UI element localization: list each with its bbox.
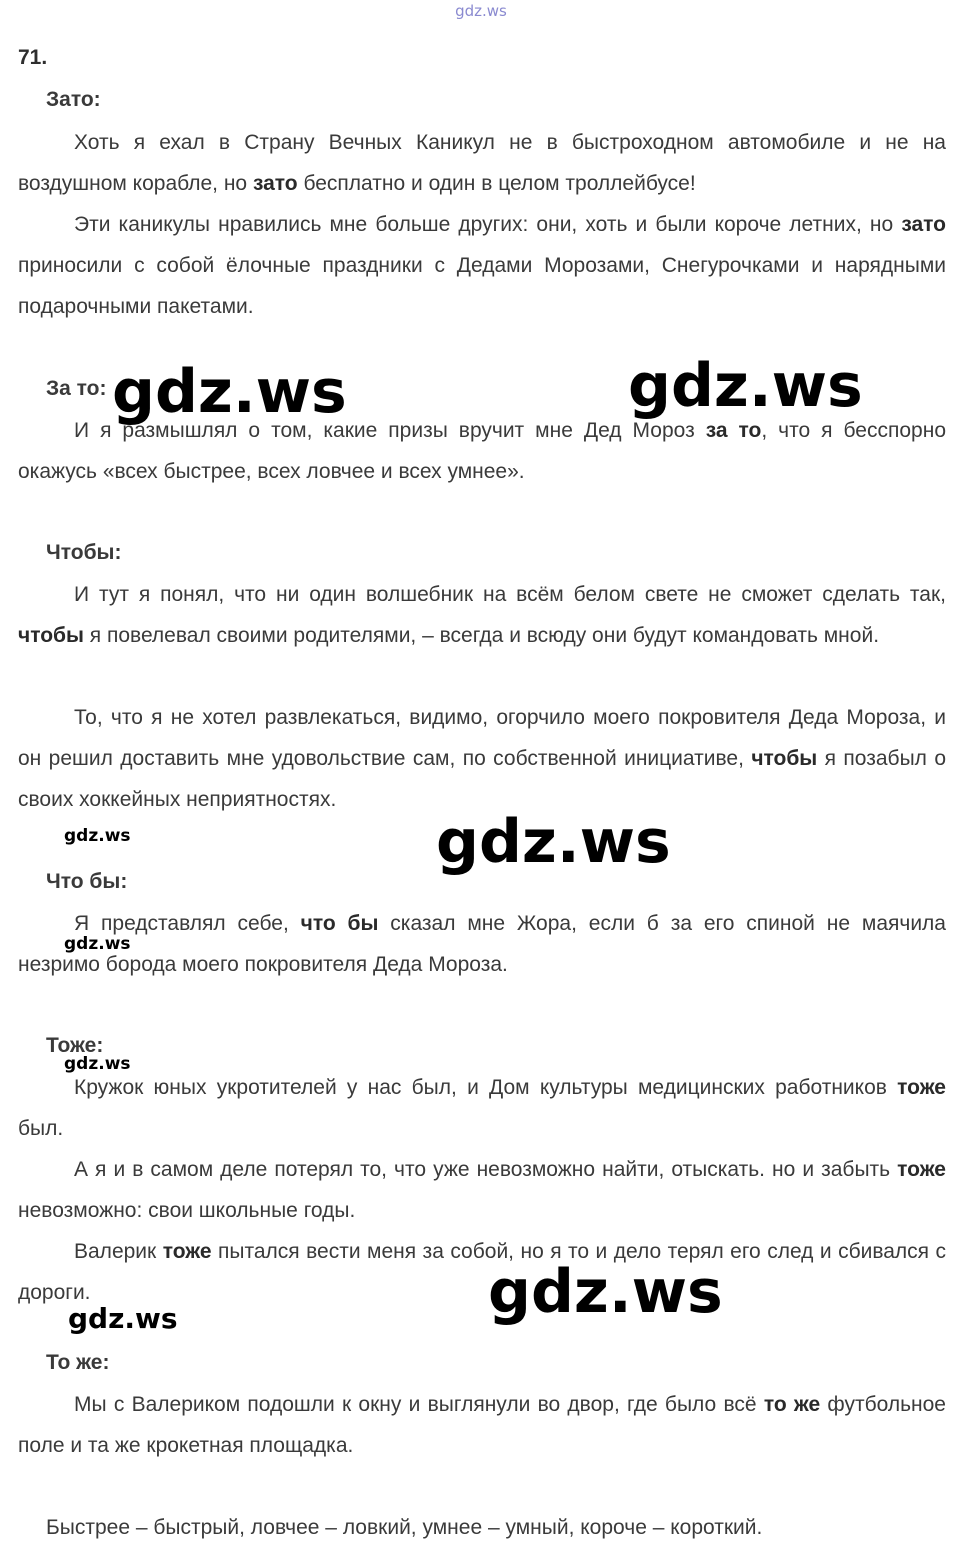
- paragraph-chtoby-2: То, что я не хотел развлекаться, видимо, огорчило моего покровителя Деда Мороза, и он решил доставить мне удовольствие сам, по собственной инициативе, чтобы я позабыл о своих хоккейных неприятностях.: [18, 706, 946, 811]
- heading-to-zhe: То же:: [46, 1351, 110, 1374]
- watermark-small-3: gdz.ws: [64, 1054, 131, 1074]
- paragraph-to-zhe-1: Мы с Валериком подошли к окну и выглянули во двор, где было всё то же футбольное поле и та же крокетная площадка.: [18, 1393, 946, 1457]
- watermark-large-2: gdz.ws: [628, 351, 863, 421]
- heading-tozhe: Тоже:: [46, 1034, 104, 1057]
- task-number: 71.: [18, 46, 48, 69]
- footer-line: Быстрее – быстрый, ловчее – ловкий, умнее – умный, короче – короткий.: [46, 1516, 763, 1539]
- heading-za-to: За то:: [46, 377, 107, 400]
- paragraph-chto-by-1: Я представлял себе, что бы сказал мне Жора, если б за его спиной не маячила незримо борода моего покровителя Деда Мороза.: [18, 912, 946, 976]
- watermark-top: gdz.ws: [455, 2, 507, 20]
- watermark-large-1: gdz.ws: [112, 357, 347, 427]
- heading-chtoby: Чтобы:: [46, 541, 122, 564]
- watermark-large-4: gdz.ws: [488, 1257, 723, 1327]
- watermark-small-2: gdz.ws: [64, 934, 131, 954]
- paragraph-tozhe-2: А я и в самом деле потерял то, что уже невозможно найти, отыскать. но и забыть тоже невозможно: свои школьные годы.: [18, 1158, 946, 1222]
- watermark-large-3: gdz.ws: [436, 807, 671, 877]
- paragraph-tozhe-3: Валерик тоже пытался вести меня за собой, но я то и дело терял его след и сбивался с дороги.: [18, 1240, 947, 1304]
- paragraph-chtoby-1: И тут я понял, что ни один волшебник на всём белом свете не сможет сделать так, чтобы я повелевал своими родителями, – всегда и всюду они будут командовать мной.: [18, 583, 946, 647]
- heading-chto-by: Что бы:: [46, 870, 128, 893]
- paragraph-zato-1: Хоть я ехал в Страну Вечных Каникул не в быстроходном автомобиле и не на воздушном корабле, но зато бесплатно и один в целом троллейбусе!: [18, 131, 946, 195]
- paragraph-zato-2: Эти каникулы нравились мне больше других: они, хоть и были короче летних, но зато приносили с собой ёлочные праздники с Дедами Морозами, Снегурочками и нарядными подарочными пакетами.: [18, 213, 946, 318]
- paragraph-tozhe-1: Кружок юных укротителей у нас был, и Дом культуры медицинских работников тоже был.: [18, 1076, 946, 1140]
- watermark-small-1: gdz.ws: [64, 826, 131, 846]
- watermark-medium-1: gdz.ws: [68, 1302, 178, 1335]
- heading-zato: Зато:: [46, 88, 101, 111]
- paragraph-za-to-1: И я размышлял о том, какие призы вручит мне Дед Мороз за то, что я бесспорно окажусь «всех быстрее, всех ловчее и всех умнее».: [18, 419, 946, 483]
